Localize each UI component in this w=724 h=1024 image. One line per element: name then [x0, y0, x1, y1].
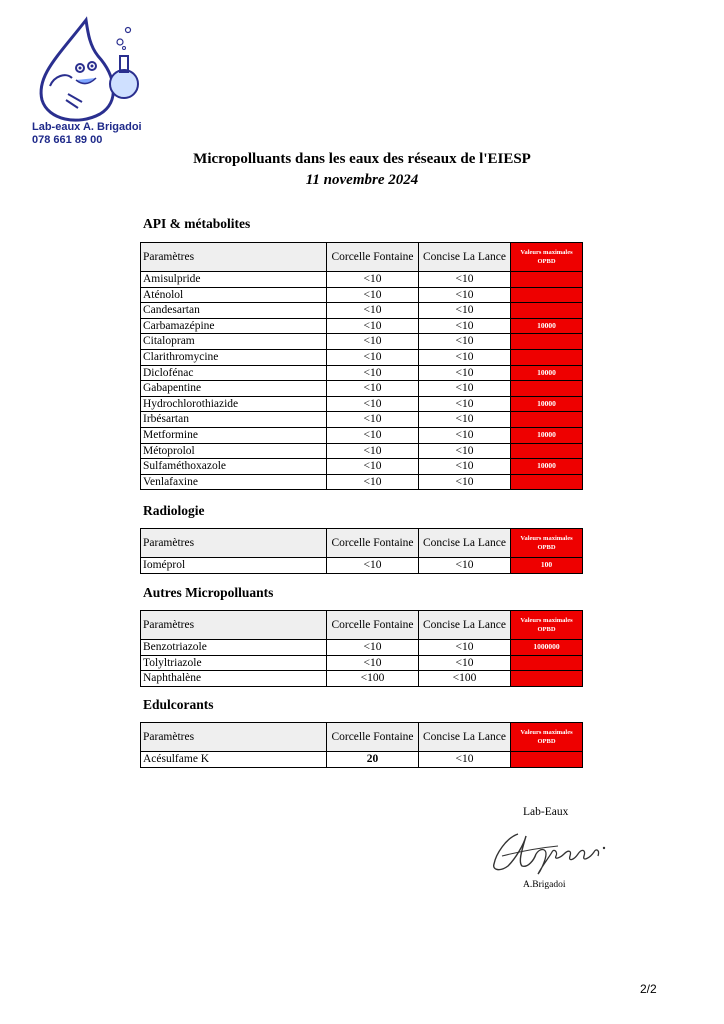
table-row — [141, 752, 583, 768]
table-header-row — [141, 243, 583, 272]
value-max — [511, 443, 583, 459]
value-max — [511, 752, 583, 768]
header-valeurs-maximales: Valeurs maximales OPBD — [511, 723, 583, 752]
value-max: 1000000 — [511, 640, 583, 656]
header-valeurs-maximales: Valeurs maximales OPBD — [511, 611, 583, 640]
header-parametres: Paramètres — [141, 243, 327, 272]
report-title: Micropolluants dans les eaux des réseaux de l'EIESP — [193, 151, 531, 167]
value-corcelle: <10 — [327, 474, 419, 490]
value-corcelle: <10 — [327, 459, 419, 475]
param-name: Venlafaxine — [141, 474, 327, 490]
header-valeurs-maximales: Valeurs maximales OPBD — [511, 243, 583, 272]
value-corcelle: <10 — [327, 655, 419, 671]
section-title-autres: Autres Micropolluants — [143, 585, 274, 600]
param-name: Sulfaméthoxazole — [141, 459, 327, 475]
value-max — [511, 474, 583, 490]
value-corcelle: <10 — [327, 396, 419, 412]
header-concise-la-lance: Concise La Lance — [419, 611, 511, 640]
table-row — [141, 459, 583, 475]
value-max — [511, 655, 583, 671]
value-concise: <10 — [419, 412, 511, 428]
value-concise: <10 — [419, 381, 511, 397]
param-name: Métoprolol — [141, 443, 327, 459]
value-corcelle: <10 — [327, 412, 419, 428]
table-row — [141, 443, 583, 459]
param-name: Clarithromycine — [141, 349, 327, 365]
value-concise: <10 — [419, 318, 511, 334]
table-row — [141, 303, 583, 319]
value-concise: <10 — [419, 655, 511, 671]
value-concise: <10 — [419, 349, 511, 365]
table-radiologie — [140, 528, 583, 574]
lab-logo — [28, 16, 148, 126]
handwritten-signature — [488, 826, 612, 876]
value-concise: <10 — [419, 396, 511, 412]
signature-lab: Lab-Eaux — [523, 806, 569, 818]
param-name: Carbamazépine — [141, 318, 327, 334]
table-row — [141, 671, 583, 687]
value-concise: <10 — [419, 752, 511, 768]
value-concise: <10 — [419, 334, 511, 350]
table-row — [141, 396, 583, 412]
table-row — [141, 287, 583, 303]
header-parametres: Paramètres — [141, 529, 327, 558]
header-concise-la-lance: Concise La Lance — [419, 723, 511, 752]
value-max: 10000 — [511, 427, 583, 443]
value-concise: <100 — [419, 671, 511, 687]
value-concise: <10 — [419, 443, 511, 459]
value-corcelle: <10 — [327, 318, 419, 334]
table-row — [141, 655, 583, 671]
header-concise-la-lance: Concise La Lance — [419, 243, 511, 272]
header-parametres: Paramètres — [141, 611, 327, 640]
table-header-row — [141, 529, 583, 558]
value-concise: <10 — [419, 303, 511, 319]
param-name: Aténolol — [141, 287, 327, 303]
value-concise: <10 — [419, 272, 511, 288]
value-max — [511, 272, 583, 288]
value-corcelle: <10 — [327, 303, 419, 319]
param-name: Candesartan — [141, 303, 327, 319]
table-row — [141, 412, 583, 428]
value-max: 10000 — [511, 396, 583, 412]
table-row — [141, 474, 583, 490]
value-concise: <10 — [419, 474, 511, 490]
param-name: Amisulpride — [141, 272, 327, 288]
value-corcelle: <10 — [327, 272, 419, 288]
header-valeurs-maximales: Valeurs maximales OPBD — [511, 529, 583, 558]
section-title-edulcorants: Edulcorants — [143, 697, 214, 712]
value-max: 10000 — [511, 459, 583, 475]
param-name: Acésulfame K — [141, 752, 327, 768]
value-max: 100 — [511, 558, 583, 574]
param-name: Citalopram — [141, 334, 327, 350]
table-autres — [140, 610, 583, 687]
value-max — [511, 303, 583, 319]
header-corcelle-fontaine: Corcelle Fontaine — [327, 243, 419, 272]
header-corcelle-fontaine: Corcelle Fontaine — [327, 529, 419, 558]
param-name: Gabapentine — [141, 381, 327, 397]
param-name: Ioméprol — [141, 558, 327, 574]
value-corcelle: <10 — [327, 443, 419, 459]
header-corcelle-fontaine: Corcelle Fontaine — [327, 611, 419, 640]
value-concise: <10 — [419, 459, 511, 475]
value-concise: <10 — [419, 640, 511, 656]
value-max — [511, 671, 583, 687]
value-corcelle: <10 — [327, 381, 419, 397]
header-concise-la-lance: Concise La Lance — [419, 529, 511, 558]
table-row — [141, 558, 583, 574]
value-concise: <10 — [419, 558, 511, 574]
table-api — [140, 242, 583, 490]
param-name: Metformine — [141, 427, 327, 443]
value-corcelle: <10 — [327, 334, 419, 350]
value-corcelle: 20 — [327, 752, 419, 768]
value-max — [511, 334, 583, 350]
param-name: Diclofénac — [141, 365, 327, 381]
param-name: Hydrochlorothiazide — [141, 396, 327, 412]
param-name: Tolyltriazole — [141, 655, 327, 671]
value-corcelle: <10 — [327, 558, 419, 574]
value-max: 10000 — [511, 365, 583, 381]
param-name: Benzotriazole — [141, 640, 327, 656]
value-max — [511, 349, 583, 365]
value-max — [511, 381, 583, 397]
value-corcelle: <10 — [327, 287, 419, 303]
table-edulcorants — [140, 722, 583, 768]
table-header-row — [141, 611, 583, 640]
table-header-row — [141, 723, 583, 752]
table-row — [141, 334, 583, 350]
value-max — [511, 412, 583, 428]
value-corcelle: <10 — [327, 365, 419, 381]
value-corcelle: <10 — [327, 427, 419, 443]
table-row — [141, 381, 583, 397]
lab-name: Lab-eaux A. Brigadoi — [32, 121, 142, 133]
report-date: 11 novembre 2024 — [305, 172, 419, 188]
table-row — [141, 365, 583, 381]
param-name: Naphthalène — [141, 671, 327, 687]
table-row — [141, 318, 583, 334]
signature-name: A.Brigadoi — [523, 880, 566, 890]
value-corcelle: <10 — [327, 349, 419, 365]
section-title-api: API & métabolites — [143, 216, 251, 231]
value-max — [511, 287, 583, 303]
header-corcelle-fontaine: Corcelle Fontaine — [327, 723, 419, 752]
table-row — [141, 427, 583, 443]
header-parametres: Paramètres — [141, 723, 327, 752]
table-row — [141, 349, 583, 365]
table-row — [141, 640, 583, 656]
value-concise: <10 — [419, 365, 511, 381]
value-concise: <10 — [419, 287, 511, 303]
value-corcelle: <100 — [327, 671, 419, 687]
value-max: 10000 — [511, 318, 583, 334]
lab-phone: 078 661 89 00 — [32, 134, 103, 146]
page-number: 2/2 — [640, 982, 657, 996]
value-concise: <10 — [419, 427, 511, 443]
param-name: Irbésartan — [141, 412, 327, 428]
value-corcelle: <10 — [327, 640, 419, 656]
table-row — [141, 272, 583, 288]
section-title-radiologie: Radiologie — [143, 503, 205, 518]
